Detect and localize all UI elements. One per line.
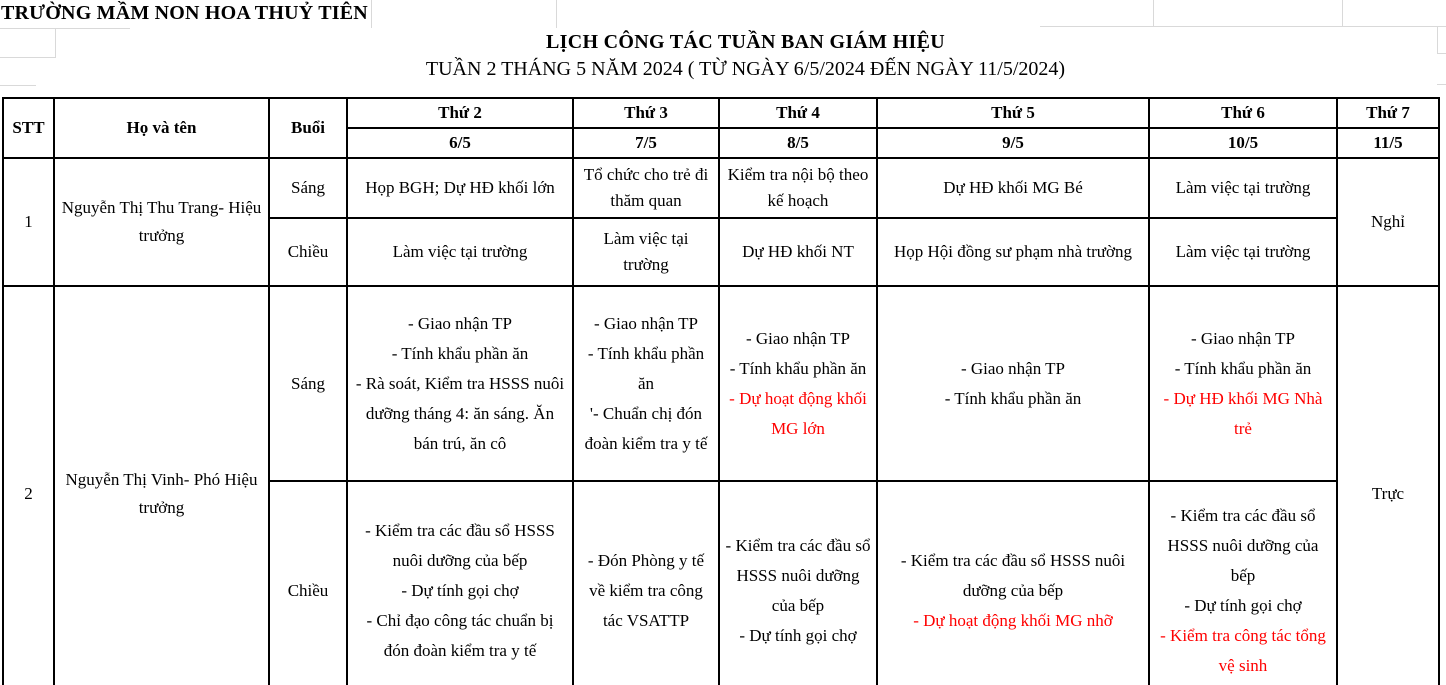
schedule-line: - Giao nhận TP (407, 313, 513, 333)
schedule-line: - Giao nhận TP (593, 313, 699, 333)
schedule-line: - Tính khẩu phần ăn (944, 388, 1082, 408)
header-day-fri: Thứ 6 (1149, 98, 1337, 128)
row1-stt: 1 (3, 158, 54, 286)
schedule-cell: Dự HĐ khối NT (719, 218, 877, 286)
schedule-cell: Họp Hội đồng sư phạm nhà trường (877, 218, 1149, 286)
schedule-line: - Tính khẩu phần ăn (729, 358, 867, 378)
row1-saturday: Nghỉ (1337, 158, 1439, 286)
row2-morning (3, 286, 1439, 481)
header-date-tue: 7/5 (573, 128, 719, 158)
schedule-cell (719, 286, 877, 481)
schedule-line: - Kiểm tra các đầu sổ HSSS nuôi dưỡng của bếp (365, 521, 555, 570)
header-date-sat: 11/5 (1337, 128, 1439, 158)
row2-name: Nguyễn Thị Vinh- Phó Hiệu trưởng (54, 286, 269, 685)
gridline (1153, 0, 1154, 26)
gridline (1437, 84, 1446, 85)
schedule-line: '- Chuẩn chị đón đoàn kiểm tra y tế (584, 403, 708, 453)
header-date-wed: 8/5 (719, 128, 877, 158)
schedule-line: - Rà soát, Kiểm tra HSSS nuôi dưỡng tháng 4: ăn sáng. Ăn bán trú, ăn cô (355, 373, 565, 453)
schedule-line: - Kiểm tra các đầu sổ HSSS nuôi dưỡng của bếp (1167, 506, 1319, 585)
gridline (0, 28, 130, 29)
header-stt: STT (3, 98, 54, 158)
schedule-cell: Làm việc tại trường (1149, 218, 1337, 286)
schedule-cell: Làm việc tại trường (573, 218, 719, 286)
header-day-wed: Thứ 4 (719, 98, 877, 128)
schedule-line: - Chỉ đạo công tác chuẩn bị đón đoàn kiểm tra y tế (366, 611, 554, 660)
schedule-line: - Giao nhận TP (960, 358, 1066, 378)
schedule-cell: Họp BGH; Dự HĐ khối lớn (347, 158, 573, 218)
schedule-line: - Tính khẩu phần ăn (1174, 358, 1312, 378)
header-name: Họ và tên (54, 98, 269, 158)
schedule-line: - Kiểm tra công tác tổng vệ sinh (1160, 626, 1326, 675)
gridline (0, 85, 36, 86)
schedule-cell (1149, 286, 1337, 481)
schedule-line: - Kiểm tra các đầu sổ HSSS nuôi dưỡng của bếp (725, 536, 871, 615)
gridline (371, 0, 372, 28)
schedule-table (2, 97, 1440, 685)
school-name: TRƯỜNG MẦM NON HOA THUỶ TIÊN (1, 2, 368, 24)
row2-stt: 2 (3, 286, 54, 685)
schedule-cell: Làm việc tại trường (1149, 158, 1337, 218)
row1-session-afternoon: Chiều (269, 218, 347, 286)
schedule-line: - Dự tính gọi chợ (739, 626, 857, 645)
gridline (1040, 26, 1446, 27)
schedule-line: - Đón Phòng y tế về kiểm tra công tác VSATTP (587, 551, 705, 630)
schedule-cell (573, 286, 719, 481)
schedule-line: - Giao nhận TP (1190, 328, 1296, 348)
schedule-cell (1149, 481, 1337, 685)
schedule-cell: Tổ chức cho trẻ đi thăm quan (573, 158, 719, 218)
schedule-cell (347, 481, 573, 685)
schedule-line: - Giao nhận TP (745, 328, 851, 348)
schedule-line: - Dự tính gọi chợ (1184, 596, 1302, 615)
row1-morning (3, 158, 1439, 218)
header-row-days (3, 98, 1439, 128)
page-title: LỊCH CÔNG TÁC TUẦN BAN GIÁM HIỆU (546, 31, 945, 53)
gridline (556, 0, 557, 28)
header-day-thu: Thứ 5 (877, 98, 1149, 128)
row2-saturday: Trực (1337, 286, 1439, 685)
row1-session-morning: Sáng (269, 158, 347, 218)
schedule-line: - Dự hoạt động khối MG lớn (729, 388, 867, 438)
schedule-line: - Dự hoạt động khối MG nhỡ (913, 611, 1113, 630)
header-session: Buổi (269, 98, 347, 158)
schedule-line: - Tính khẩu phần ăn (391, 343, 529, 363)
header-day-tue: Thứ 3 (573, 98, 719, 128)
schedule-cell (719, 481, 877, 685)
row2-session-afternoon: Chiều (269, 481, 347, 685)
schedule-cell: Kiểm tra nội bộ theo kế hoạch (719, 158, 877, 218)
header-day-sat: Thứ 7 (1337, 98, 1439, 128)
header-date-fri: 10/5 (1149, 128, 1337, 158)
schedule-cell (573, 481, 719, 685)
schedule-line: - Dự tính gọi chợ (401, 581, 519, 600)
schedule-line: - Tính khẩu phần ăn (587, 343, 705, 393)
header-day-mon: Thứ 2 (347, 98, 573, 128)
schedule-cell (877, 481, 1149, 685)
schedule-cell: Dự HĐ khối MG Bé (877, 158, 1149, 218)
header-date-thu: 9/5 (877, 128, 1149, 158)
schedule-cell (347, 286, 573, 481)
page-subtitle: TUẦN 2 THÁNG 5 NĂM 2024 ( TỪ NGÀY 6/5/2024 ĐẾN NGÀY 11/5/2024) (425, 58, 1066, 80)
gridline (1342, 0, 1343, 26)
schedule-cell (877, 286, 1149, 481)
schedule-line: - Kiểm tra các đầu sổ HSSS nuôi dưỡng của bếp (900, 551, 1126, 600)
row2-session-morning: Sáng (269, 286, 347, 481)
schedule-line: - Dự HĐ khối MG Nhà trẻ (1163, 388, 1323, 438)
row1-name: Nguyễn Thị Thu Trang- Hiệu trưởng (54, 158, 269, 286)
header-date-mon: 6/5 (347, 128, 573, 158)
schedule-cell: Làm việc tại trường (347, 218, 573, 286)
